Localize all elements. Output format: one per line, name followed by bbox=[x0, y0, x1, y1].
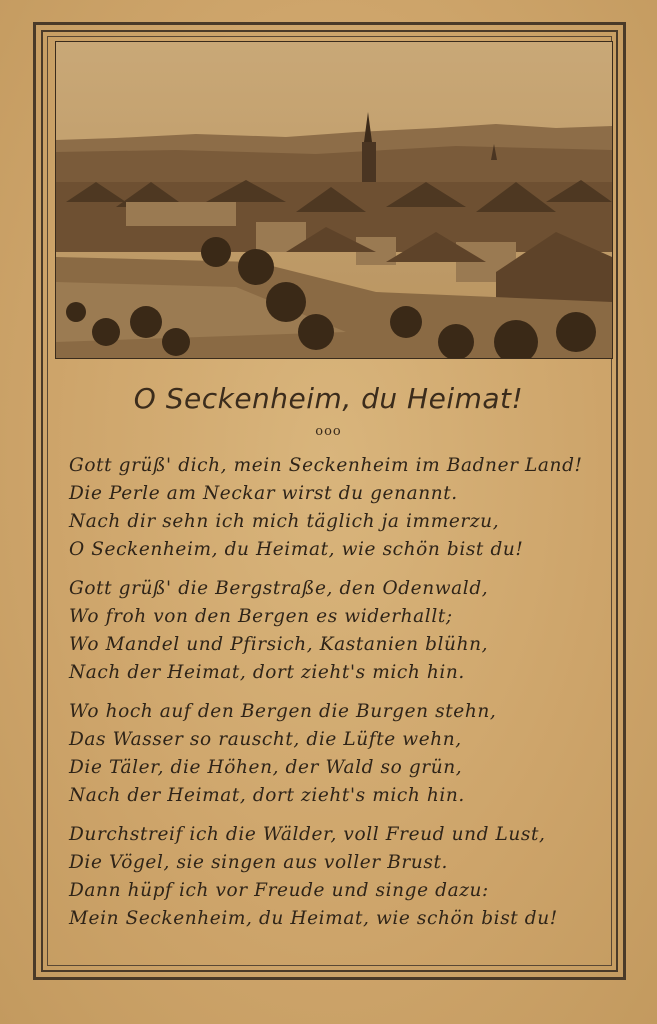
poem-line: Mein Seckenheim, du Heimat, wie schön bist du! bbox=[69, 908, 558, 929]
poem-line: Dann hüpf ich vor Freude und singe dazu: bbox=[69, 880, 489, 901]
poem-line: Das Wasser so rauscht, die Lüfte wehn, bbox=[69, 729, 462, 750]
town-panorama-photo bbox=[55, 41, 613, 359]
poem-line: Gott grüß' die Bergstraße, den Odenwald, bbox=[69, 578, 489, 599]
poem-line: Gott grüß' dich, mein Seckenheim im Badner Land! bbox=[69, 455, 583, 476]
title-ornament: ooo bbox=[315, 424, 342, 439]
poem-line: Die Vögel, sie singen aus voller Brust. bbox=[69, 852, 448, 873]
poem-line: Durchstreif ich die Wälder, voll Freud und Lust, bbox=[69, 824, 546, 845]
town-panorama-illustration bbox=[56, 42, 612, 358]
poem-text bbox=[69, 452, 609, 944]
poem-line: Die Perle am Neckar wirst du genannt. bbox=[69, 483, 458, 504]
stanza bbox=[69, 698, 609, 810]
poem-line: Nach der Heimat, dort zieht's mich hin. bbox=[69, 785, 465, 806]
poem-line: Wo froh von den Bergen es widerhallt; bbox=[69, 606, 453, 627]
stanza bbox=[69, 575, 609, 687]
poem-line: Wo Mandel und Pfirsich, Kastanien blühn, bbox=[69, 634, 489, 655]
poem-line: Nach der Heimat, dort zieht's mich hin. bbox=[69, 662, 465, 683]
stanza bbox=[69, 821, 609, 933]
poem-line: O Seckenheim, du Heimat, wie schön bist du! bbox=[69, 539, 524, 560]
stanza bbox=[69, 452, 609, 564]
poem-line: Wo hoch auf den Bergen die Burgen stehn, bbox=[69, 701, 497, 722]
poem-line: Nach dir sehn ich mich täglich ja immerzu, bbox=[69, 511, 500, 532]
poem-line: Die Täler, die Höhen, der Wald so grün, bbox=[69, 757, 463, 778]
poem-title: O Seckenheim, du Heimat! bbox=[133, 382, 524, 415]
